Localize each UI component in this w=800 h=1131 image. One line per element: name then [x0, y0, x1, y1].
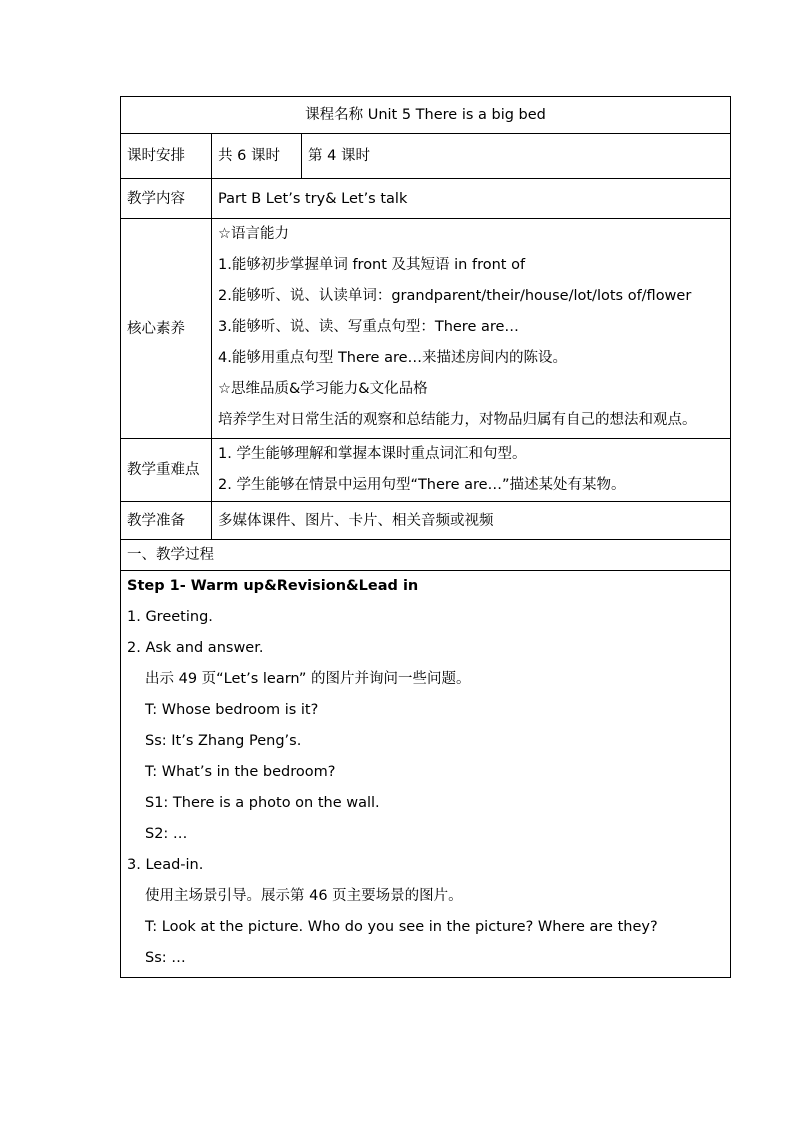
- key-point-item: 1. 学生能够理解和掌握本课时重点词汇和句型。: [218, 446, 527, 462]
- process-ask-line: 出示 49 页“Let’s learn” 的图片并询问一些问题。: [145, 671, 471, 687]
- key-point-item: 2. 学生能够在情景中运用句型“There are…”描述某处有某物。: [218, 477, 626, 493]
- process-ask-line: T: What’s in the bedroom?: [145, 764, 336, 780]
- preparation-label: 教学准备: [121, 502, 212, 540]
- preparation-row: [121, 502, 731, 540]
- process-ask-line: T: Whose bedroom is it?: [145, 702, 319, 718]
- process-ask-line: S2: …: [145, 826, 188, 842]
- content-value: Part B Let’s try& Let’s talk: [212, 179, 731, 219]
- preparation-value: 多媒体课件、图片、卡片、相关音频或视频: [212, 502, 731, 540]
- lesson-plan-table: [120, 96, 731, 978]
- process-row: [121, 571, 731, 978]
- process-greeting: 1. Greeting.: [127, 609, 213, 625]
- literacy-item: 3.能够听、说、读、写重点句型：There are…: [218, 319, 519, 335]
- schedule-label: 课时安排: [121, 134, 212, 179]
- process-ask-line: Ss: It’s Zhang Peng’s.: [145, 733, 302, 749]
- content-label: 教学内容: [121, 179, 212, 219]
- process-title-row: [121, 540, 731, 571]
- key-points-content: [212, 439, 731, 502]
- literacy-label: 核心素养: [121, 219, 212, 439]
- literacy-heading-language: ☆语言能力: [218, 226, 289, 242]
- process-ask: 2. Ask and answer.: [127, 640, 264, 656]
- content-row: [121, 179, 731, 219]
- literacy-item: 4.能够用重点句型 There are…来描述房间内的陈设。: [218, 350, 568, 366]
- title-row: [121, 97, 731, 134]
- process-title: 一、教学过程: [121, 540, 731, 571]
- process-content: [121, 571, 731, 978]
- course-title: 课程名称 Unit 5 There is a big bed: [121, 97, 731, 134]
- process-leadin-line: T: Look at the picture. Who do you see in the picture? Where are they?: [145, 919, 658, 935]
- key-points-label: 教学重难点: [121, 439, 212, 502]
- process-leadin-line: Ss: …: [145, 950, 186, 966]
- literacy-row: [121, 219, 731, 439]
- schedule-row: [121, 134, 731, 179]
- literacy-heading-thinking: ☆思维品质&学习能力&文化品格: [218, 381, 428, 397]
- literacy-paragraph: 培养学生对日常生活的观察和总结能力，对物品归属有自己的想法和观点。: [218, 412, 697, 428]
- literacy-item: 1.能够初步掌握单词 front 及其短语 in front of: [218, 257, 526, 273]
- schedule-current: 第 4 课时: [302, 134, 731, 179]
- schedule-total: 共 6 课时: [212, 134, 302, 179]
- process-leadin-line: 使用主场景引导。展示第 46 页主要场景的图片。: [145, 888, 463, 904]
- process-leadin: 3. Lead-in.: [127, 857, 204, 873]
- process-ask-line: S1: There is a photo on the wall.: [145, 795, 380, 811]
- step-title: Step 1- Warm up&Revision&Lead in: [127, 578, 419, 594]
- literacy-content: [212, 219, 731, 439]
- key-points-row: [121, 439, 731, 502]
- literacy-item: 2.能够听、说、认读单词：grandparent/their/house/lot/lots of/flower: [218, 288, 692, 304]
